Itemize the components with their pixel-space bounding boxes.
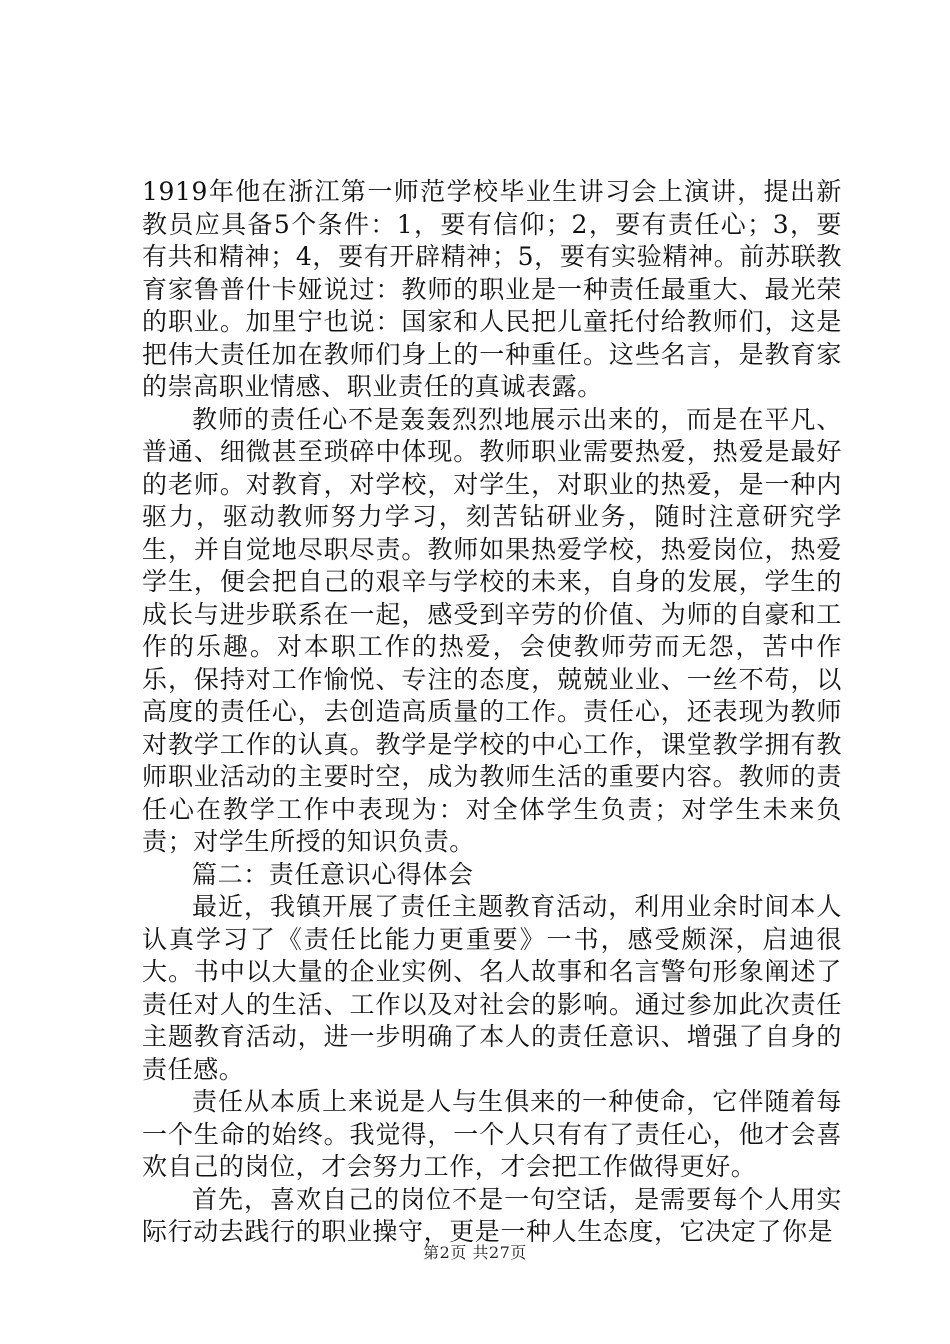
section-heading: 篇二：责任意识心得体会 bbox=[192, 859, 474, 889]
paragraph: 最近，我镇开展了责任主题教育活动，利用业余时间本人认真学习了《责任比能力更重要》一书，感受颇深，启迪很大。书中以大量的企业实例、名人故事和名言警句形象阐述了责任对人的生活、工作以及对社会的影响。通过参加此次责任主题教育活动，进一步明确了本人的责任意识、增强了自身的责任感。 bbox=[142, 892, 842, 1084]
paragraph: 教师的责任心不是轰轰烈烈地展示出来的，而是在平凡、普通、细微甚至琐碎中体现。教师职业需要热爱，热爱是最好的老师。对教育，对学校，对学生，对职业的热爱，是一种内驱力，驱动教师努力学习，刻苦钻研业务，随时注意研究学生，并自觉地尽职尽责。教师如果热爱学校，热爱岗位，热爱学生，便会把自己的艰辛与学校的未来，自身的发展，学生的成长与进步联系在一起，感受到辛劳的价值、为师的自豪和工作的乐趣。对本职工作的热爱，会使教师劳而无怨，苦中作乐，保持对工作愉悦、专注的态度，兢兢业业、一丝不苟，以高度的责任心，去创造高质量的工作。责任心，还表现为教师对教学工作的认真。教学是学校的中心工作，课堂教学拥有教师职业活动的主要时空，成为教师生活的重要内容。教师的责任心在教学工作中表现为：对全体学生负责；对学生未来负责；对学生所授的知识负责。 bbox=[142, 404, 842, 856]
paragraph-continuation: 1919年他在浙江第一师范学校毕业生讲习会上演讲，提出新教员应具备5个条件：1，要有信仰；2，要有责任心；3，要有共和精神；4，要有开辟精神；5，要有实验精神。前苏联教育家鲁普什卡娅说过：教师的职业是一种责任最重大、最光荣的职业。加里宁也说：国家和人民把儿童托付给教师们，这是把伟大责任加在教师们身上的一种重任。这些名言，是教育家的崇高职业情感、职业责任的真诚表露。 bbox=[142, 177, 842, 401]
page-number: 第2页 共27页 bbox=[423, 1243, 527, 1262]
page-footer bbox=[0, 1243, 950, 1263]
paragraph: 首先，喜欢自己的岗位不是一句空话，是需要每个人用实际行动去践行的职业操守，更是一种人生态度，它决定了你是 bbox=[142, 1184, 842, 1246]
paragraph: 责任从本质上来说是人与生俱来的一种使命，它伴随着每一个生命的始终。我觉得，一个人只有有了责任心，他才会喜欢自己的岗位，才会努力工作，才会把工作做得更好。 bbox=[142, 1087, 842, 1181]
document-body bbox=[142, 176, 842, 1249]
